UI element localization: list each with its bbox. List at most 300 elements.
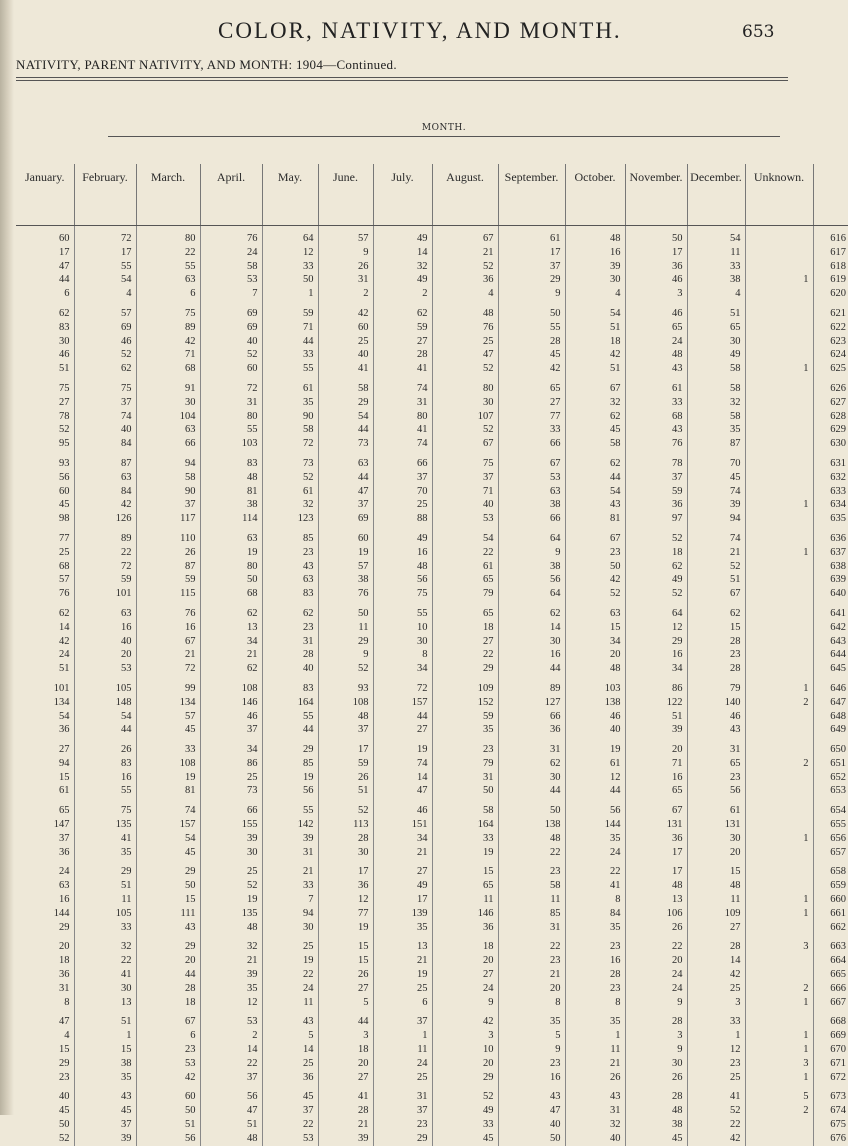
- table-cell: 48: [687, 879, 745, 893]
- table-cell: 42: [432, 1015, 498, 1029]
- table-cell: 61: [498, 232, 565, 246]
- table-cell: 55: [74, 784, 136, 798]
- table-cell: 6: [373, 996, 432, 1010]
- table-row: [16, 1132, 848, 1146]
- table-cell: 32: [262, 498, 318, 512]
- table-cell: 108: [318, 696, 373, 710]
- table-cell: 45: [136, 723, 200, 737]
- table-cell: 25: [432, 335, 498, 349]
- column-header: July.: [373, 164, 432, 226]
- table-row: [16, 621, 848, 635]
- table-cell: 14: [262, 1043, 318, 1057]
- table-cell: 36: [318, 879, 373, 893]
- table-cell: 4: [74, 287, 136, 301]
- table-cell: 56: [687, 784, 745, 798]
- table-cell: 49: [432, 1104, 498, 1118]
- table-cell: 19: [318, 921, 373, 935]
- table-cell: 25: [200, 771, 262, 785]
- table-cell: 62: [59, 607, 70, 619]
- table-cell: 4: [432, 287, 498, 301]
- table-cell: 14: [687, 954, 745, 968]
- table-cell: 54: [74, 273, 136, 287]
- table-cell: 23: [687, 648, 745, 662]
- table-cell: 40: [318, 348, 373, 362]
- table-cell: 30: [498, 771, 565, 785]
- table-cell: 17: [373, 893, 432, 907]
- table-cell: 616: [813, 232, 848, 246]
- table-cell: 63: [318, 457, 373, 471]
- table-cell: 80: [432, 382, 498, 396]
- table-cell: 33: [432, 832, 498, 846]
- table-cell: 65: [498, 382, 565, 396]
- table-cell: 660: [813, 893, 848, 907]
- table-cell: 60: [136, 1090, 200, 1104]
- table-cell: 55: [136, 260, 200, 274]
- table-cell: 135: [74, 818, 136, 832]
- table-cell: 52: [432, 423, 498, 437]
- table-cell: 36: [432, 921, 498, 935]
- table-cell: 27: [318, 982, 373, 996]
- table-cell: 674: [813, 1104, 848, 1118]
- table-cell: 77: [59, 532, 70, 544]
- table-cell: 21: [498, 968, 565, 982]
- table-cell: [745, 573, 813, 587]
- table-cell: 47: [318, 485, 373, 499]
- table-row: [16, 1118, 848, 1132]
- table-cell: 28: [625, 1015, 687, 1029]
- table-cell: 12: [565, 771, 625, 785]
- table-cell: 90: [136, 485, 200, 499]
- table-cell: 2: [745, 757, 813, 771]
- column-header: February.: [74, 164, 136, 226]
- table-cell: 50: [625, 232, 687, 246]
- table-cell: 657: [813, 846, 848, 860]
- table-cell: 20: [318, 1057, 373, 1071]
- table-cell: 107: [432, 410, 498, 424]
- table-cell: 61: [565, 757, 625, 771]
- table-cell: 58: [687, 410, 745, 424]
- table-cell: 45: [74, 1104, 136, 1118]
- table-cell: 63: [59, 880, 70, 892]
- table-cell: [745, 512, 813, 526]
- table-cell: 157: [136, 818, 200, 832]
- table-cell: 662: [813, 921, 848, 935]
- table-cell: 76: [136, 607, 200, 621]
- table-cell: [745, 648, 813, 662]
- table-row: [16, 423, 848, 437]
- table-cell: 69: [74, 321, 136, 335]
- table-cell: 39: [687, 498, 745, 512]
- table-cell: 9: [498, 1043, 565, 1057]
- table-cell: 26: [318, 771, 373, 785]
- table-cell: 23: [687, 1057, 745, 1071]
- table-cell: 151: [373, 818, 432, 832]
- table-cell: 66: [200, 804, 262, 818]
- table-cell: 29: [318, 396, 373, 410]
- table-cell: 11: [687, 893, 745, 907]
- table-cell: 58: [687, 362, 745, 376]
- table-cell: 636: [813, 532, 848, 546]
- table-cell: 4: [687, 287, 745, 301]
- table-row: [16, 743, 848, 757]
- table-cell: 22: [498, 846, 565, 860]
- table-cell: 24: [625, 335, 687, 349]
- column-header: September.: [498, 164, 565, 226]
- table-cell: 109: [687, 907, 745, 921]
- table-cell: 90: [262, 410, 318, 424]
- table-cell: 131: [687, 818, 745, 832]
- table-cell: 663: [813, 940, 848, 954]
- table-cell: 31: [59, 982, 70, 994]
- table-cell: 42: [498, 362, 565, 376]
- table-cell: 98: [59, 513, 70, 525]
- table-cell: 1: [74, 1029, 136, 1043]
- table-cell: 63: [262, 573, 318, 587]
- table-cell: 10: [432, 1043, 498, 1057]
- table-cell: 16: [74, 771, 136, 785]
- table-cell: 21: [432, 246, 498, 260]
- table-cell: 24: [373, 1057, 432, 1071]
- table-cell: 55: [498, 321, 565, 335]
- table-cell: 40: [565, 1132, 625, 1146]
- table-cell: 52: [687, 560, 745, 574]
- table-cell: 53: [200, 1015, 262, 1029]
- table-cell: 30: [432, 396, 498, 410]
- table-cell: 14: [59, 621, 70, 633]
- table-cell: 17: [625, 246, 687, 260]
- table-cell: 30: [625, 1057, 687, 1071]
- table-cell: 40: [498, 1118, 565, 1132]
- table-cell: 34: [200, 635, 262, 649]
- table-cell: 103: [200, 437, 262, 451]
- table-row: [16, 696, 848, 710]
- table-cell: 60: [318, 321, 373, 335]
- column-header: June.: [318, 164, 373, 226]
- table-cell: 37: [318, 498, 373, 512]
- table-row: [16, 818, 848, 832]
- table-cell: 75: [74, 382, 136, 396]
- table-cell: 56: [373, 573, 432, 587]
- table-cell: 164: [432, 818, 498, 832]
- table-cell: 80: [373, 410, 432, 424]
- table-cell: 23: [262, 546, 318, 560]
- table-cell: 62: [687, 607, 745, 621]
- table-title: NATIVITY, PARENT NATIVITY, AND MONTH: 1904—Continued.: [16, 57, 397, 72]
- statistics-table: [16, 164, 848, 1146]
- table-cell: 635: [813, 512, 848, 526]
- table-cell: 671: [813, 1057, 848, 1071]
- table-cell: 20: [432, 954, 498, 968]
- table-cell: [745, 471, 813, 485]
- table-cell: 26: [625, 1071, 687, 1085]
- table-cell: 15: [59, 771, 70, 783]
- table-cell: 45: [59, 1105, 70, 1117]
- table-cell: 131: [625, 818, 687, 832]
- table-cell: 50: [498, 804, 565, 818]
- table-cell: 1: [565, 1029, 625, 1043]
- table-cell: 1: [745, 1043, 813, 1057]
- table-cell: 672: [813, 1071, 848, 1085]
- table-cell: 42: [318, 307, 373, 321]
- table-cell: 667: [813, 996, 848, 1010]
- table-cell: 54: [74, 710, 136, 724]
- table-cell: 644: [813, 648, 848, 662]
- table-cell: 46: [625, 307, 687, 321]
- table-cell: 59: [74, 573, 136, 587]
- table-cell: [745, 921, 813, 935]
- table-cell: 19: [373, 968, 432, 982]
- table-cell: 676: [813, 1132, 848, 1146]
- table-row: [16, 1015, 848, 1029]
- table-cell: 126: [74, 512, 136, 526]
- table-cell: 74: [74, 410, 136, 424]
- table-cell: 21: [373, 954, 432, 968]
- table-cell: 105: [74, 682, 136, 696]
- table-cell: 50: [432, 784, 498, 798]
- table-row: [16, 348, 848, 362]
- table-cell: 43: [625, 423, 687, 437]
- table-cell: 6: [136, 1029, 200, 1043]
- table-cell: 55: [262, 804, 318, 818]
- table-cell: 62: [565, 410, 625, 424]
- table-cell: 19: [200, 893, 262, 907]
- table-cell: [745, 246, 813, 260]
- table-cell: 42: [565, 573, 625, 587]
- table-cell: 22: [432, 546, 498, 560]
- table-cell: 62: [74, 362, 136, 376]
- table-cell: 66: [498, 512, 565, 526]
- table-cell: 94: [59, 757, 70, 769]
- table-cell: 138: [565, 696, 625, 710]
- table-cell: 69: [200, 321, 262, 335]
- table-cell: 58: [498, 879, 565, 893]
- table-cell: 44: [262, 723, 318, 737]
- table-cell: 62: [59, 307, 70, 319]
- table-cell: 5: [262, 1029, 318, 1043]
- table-cell: 38: [498, 560, 565, 574]
- table-cell: 9: [498, 287, 565, 301]
- table-cell: 95: [59, 438, 70, 450]
- table-cell: 48: [498, 832, 565, 846]
- table-cell: 64: [625, 607, 687, 621]
- table-cell: [745, 587, 813, 601]
- table-cell: 65: [687, 321, 745, 335]
- table-cell: 1: [373, 1029, 432, 1043]
- table-cell: 19: [318, 546, 373, 560]
- table-cell: 51: [565, 362, 625, 376]
- table-cell: 6: [136, 287, 200, 301]
- table-cell: 53: [74, 662, 136, 676]
- table-row: [16, 246, 848, 260]
- table-cell: 630: [813, 437, 848, 451]
- table-cell: 44: [59, 274, 70, 286]
- table-cell: 51: [200, 1118, 262, 1132]
- table-cell: 56: [565, 804, 625, 818]
- table-cell: 15: [74, 1043, 136, 1057]
- table-cell: 44: [74, 723, 136, 737]
- table-cell: 52: [318, 662, 373, 676]
- table-row: [16, 921, 848, 935]
- table-cell: [745, 560, 813, 574]
- table-cell: 36: [625, 832, 687, 846]
- table-cell: 75: [59, 382, 70, 394]
- table-cell: 39: [625, 723, 687, 737]
- table-cell: 64: [262, 232, 318, 246]
- table-cell: 28: [373, 348, 432, 362]
- table-cell: [745, 954, 813, 968]
- table-row: [16, 232, 848, 246]
- table-cell: 41: [74, 832, 136, 846]
- table-cell: 78: [59, 410, 70, 422]
- table-cell: [745, 382, 813, 396]
- table-row: [16, 457, 848, 471]
- table-cell: 21: [136, 648, 200, 662]
- table-cell: 22: [136, 246, 200, 260]
- table-cell: 11: [262, 996, 318, 1010]
- table-row: [16, 1071, 848, 1085]
- table-cell: 46: [59, 349, 70, 361]
- table-cell: 69: [318, 512, 373, 526]
- table-cell: 71: [432, 485, 498, 499]
- table-cell: 29: [262, 743, 318, 757]
- table-cell: 73: [318, 437, 373, 451]
- table-cell: 9: [625, 996, 687, 1010]
- table-cell: 56: [136, 1132, 200, 1146]
- table-cell: 69: [200, 307, 262, 321]
- table-cell: 18: [565, 335, 625, 349]
- table-cell: 41: [318, 1090, 373, 1104]
- table-cell: 75: [74, 804, 136, 818]
- table-cell: 23: [498, 954, 565, 968]
- table-cell: 57: [59, 574, 70, 586]
- table-cell: 16: [625, 648, 687, 662]
- table-cell: 54: [136, 832, 200, 846]
- table-cell: 22: [687, 1118, 745, 1132]
- table-row: [16, 546, 848, 560]
- table-cell: 97: [625, 512, 687, 526]
- table-row: [16, 532, 848, 546]
- table-cell: 101: [53, 682, 70, 694]
- table-cell: 29: [432, 662, 498, 676]
- table-cell: 29: [59, 1057, 70, 1069]
- table-cell: 55: [373, 607, 432, 621]
- table-cell: 30: [498, 635, 565, 649]
- table-cell: 108: [136, 757, 200, 771]
- table-cell: 33: [498, 423, 565, 437]
- table-cell: 44: [565, 471, 625, 485]
- table-cell: 33: [687, 260, 745, 274]
- table-cell: [745, 968, 813, 982]
- table-row: [16, 757, 848, 771]
- table-cell: 55: [262, 362, 318, 376]
- table-cell: 49: [373, 532, 432, 546]
- table-row: [16, 771, 848, 785]
- table-cell: 16: [74, 621, 136, 635]
- table-row: [16, 710, 848, 724]
- table-cell: 47: [432, 348, 498, 362]
- table-cell: 87: [687, 437, 745, 451]
- table-cell: 89: [74, 532, 136, 546]
- table-cell: 45: [498, 348, 565, 362]
- table-cell: 51: [136, 1118, 200, 1132]
- table-cell: 15: [318, 940, 373, 954]
- table-cell: 17: [625, 865, 687, 879]
- table-cell: 108: [200, 682, 262, 696]
- table-cell: 35: [74, 846, 136, 860]
- table-cell: 57: [318, 560, 373, 574]
- table-cell: 5: [745, 1090, 813, 1104]
- table-cell: 1: [262, 287, 318, 301]
- table-cell: 44: [565, 784, 625, 798]
- table-cell: 17: [318, 865, 373, 879]
- table-cell: 622: [813, 321, 848, 335]
- table-cell: 41: [373, 362, 432, 376]
- table-cell: 621: [813, 307, 848, 321]
- table-cell: 71: [262, 321, 318, 335]
- table-cell: 32: [373, 260, 432, 274]
- table-cell: 647: [813, 696, 848, 710]
- table-cell: 39: [200, 832, 262, 846]
- table-cell: 24: [565, 846, 625, 860]
- table-cell: 83: [200, 457, 262, 471]
- table-cell: 32: [74, 940, 136, 954]
- table-cell: 81: [200, 485, 262, 499]
- table-cell: 64: [498, 587, 565, 601]
- table-row: [16, 560, 848, 574]
- table-cell: 665: [813, 968, 848, 982]
- table-cell: 67: [432, 437, 498, 451]
- table-cell: 33: [625, 396, 687, 410]
- table-cell: 1: [745, 498, 813, 512]
- table-row: [16, 682, 848, 696]
- table-cell: 41: [318, 362, 373, 376]
- table-cell: 17: [318, 743, 373, 757]
- table-cell: 18: [136, 996, 200, 1010]
- table-cell: 25: [59, 546, 70, 558]
- table-cell: 146: [432, 907, 498, 921]
- table-cell: 76: [200, 232, 262, 246]
- table-cell: [745, 348, 813, 362]
- table-cell: 65: [432, 573, 498, 587]
- table-cell: 17: [498, 246, 565, 260]
- table-cell: 21: [318, 1118, 373, 1132]
- table-cell: 30: [318, 846, 373, 860]
- table-cell: [745, 771, 813, 785]
- table-cell: 619: [813, 273, 848, 287]
- table-cell: 114: [200, 512, 262, 526]
- table-row: [16, 396, 848, 410]
- table-cell: 45: [625, 1132, 687, 1146]
- column-header: May.: [262, 164, 318, 226]
- table-cell: 65: [625, 321, 687, 335]
- table-cell: 42: [59, 635, 70, 647]
- table-cell: 28: [565, 968, 625, 982]
- table-cell: 22: [74, 954, 136, 968]
- table-cell: 61: [432, 560, 498, 574]
- table-cell: 23: [565, 940, 625, 954]
- table-cell: 20: [136, 954, 200, 968]
- table-cell: 64: [498, 532, 565, 546]
- table-cell: 618: [813, 260, 848, 274]
- table-cell: 88: [373, 512, 432, 526]
- table-cell: 643: [813, 635, 848, 649]
- page-gutter-shadow: [0, 0, 14, 1115]
- month-rule: [108, 136, 780, 137]
- table-cell: 53: [136, 1057, 200, 1071]
- table-cell: 2: [745, 982, 813, 996]
- table-cell: 1: [687, 1029, 745, 1043]
- column-header: April.: [200, 164, 262, 226]
